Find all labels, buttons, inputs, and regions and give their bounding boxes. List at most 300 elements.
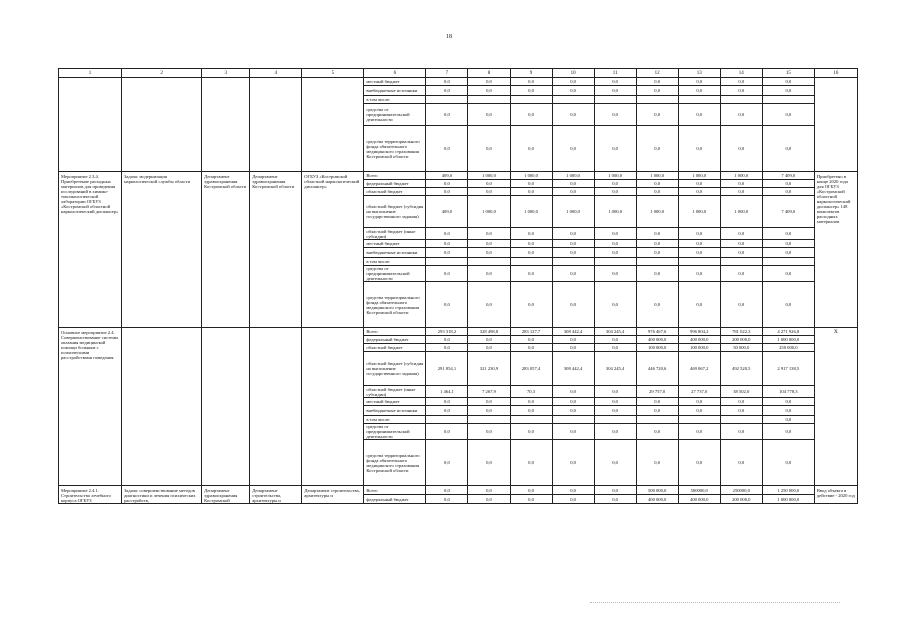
amount-cell: 1 000,0 [468, 196, 510, 228]
amount-cell: 1 000,0 [720, 196, 762, 228]
amount-cell: 0,0 [594, 78, 636, 86]
amount-cell: 0,0 [510, 180, 552, 188]
amount-cell: 0,0 [552, 486, 594, 495]
program-funding-table [58, 68, 858, 504]
funding-source-label: Всего [364, 486, 426, 495]
amount-cell: 0,0 [552, 104, 594, 126]
amount-cell: 469 067,2 [678, 352, 720, 386]
amount-cell: 1 000 000,0 [762, 495, 814, 504]
amount-cell: 0,0 [510, 78, 552, 86]
activity-detail-cell [302, 328, 364, 486]
amount-cell [636, 258, 678, 266]
amount-cell: 0,0 [468, 104, 510, 126]
funding-source-label: средства от предпринимательской деятельности [364, 266, 426, 282]
page-number: 18 [446, 34, 452, 40]
amount-cell: 0,0 [720, 424, 762, 440]
amount-cell: 1 464,1 [426, 386, 468, 398]
amount-cell: 1 000,0 [468, 172, 510, 180]
amount-cell: 0,0 [762, 240, 814, 248]
amount-cell: 0,0 [720, 104, 762, 126]
amount-cell: 0,0 [552, 240, 594, 248]
column-number: 14 [720, 69, 762, 78]
amount-cell: 0,0 [594, 104, 636, 126]
amount-cell: 0,0 [552, 495, 594, 504]
amount-cell: 0,0 [552, 336, 594, 344]
amount-cell: 0,0 [468, 188, 510, 196]
amount-cell [468, 416, 510, 424]
amount-cell [636, 96, 678, 104]
table-row [59, 486, 858, 495]
table-row [59, 78, 858, 86]
amount-cell: 0,0 [636, 266, 678, 282]
funding-source-label: средства от предпринимательской деятельности [364, 424, 426, 440]
activity-detail-cell: Задача: модернизация наркологической службы области [122, 172, 202, 328]
amount-cell: 0,0 [468, 440, 510, 486]
amount-cell [426, 416, 468, 424]
amount-cell: 0,0 [636, 424, 678, 440]
table-row [59, 328, 858, 336]
amount-cell: 1 000,0 [678, 196, 720, 228]
activity-detail-cell: Департамент строительства, архитектуры и [302, 486, 364, 504]
funding-source-label: средства территориального фонда обязательного медицинского страхования Костромской области [364, 126, 426, 172]
amount-cell: 0,0 [552, 228, 594, 240]
amount-cell: 0,0 [426, 495, 468, 504]
amount-cell: 0,0 [720, 240, 762, 248]
amount-cell: 400 000,0 [678, 336, 720, 344]
column-number: 4 [250, 69, 302, 78]
amount-cell: 0,0 [720, 78, 762, 86]
amount-cell: 0,0 [468, 266, 510, 282]
amount-cell: 0,0 [762, 406, 814, 416]
amount-cell: 0,0 [426, 266, 468, 282]
amount-cell: 0,0 [762, 266, 814, 282]
amount-cell: 200 000,0 [720, 336, 762, 344]
amount-cell: 0,0 [468, 336, 510, 344]
amount-cell: 0,0 [468, 180, 510, 188]
amount-cell: 0,0 [468, 282, 510, 328]
amount-cell: 0,0 [552, 248, 594, 258]
amount-cell: 0,0 [720, 266, 762, 282]
amount-cell: 0,0 [426, 104, 468, 126]
amount-cell: 1 000,0 [720, 172, 762, 180]
amount-cell: 38 502,0 [720, 386, 762, 398]
amount-cell [426, 96, 468, 104]
amount-cell: 0,0 [468, 240, 510, 248]
amount-cell: 0,0 [636, 228, 678, 240]
amount-cell: 0,0 [594, 336, 636, 344]
activity-detail-cell [250, 328, 302, 486]
amount-cell [678, 96, 720, 104]
column-number: 2 [122, 69, 202, 78]
amount-cell: 0,0 [426, 248, 468, 258]
amount-cell: 0,0 [594, 180, 636, 188]
amount-cell: 0,0 [594, 188, 636, 196]
funding-source-label: областной бюджет (субсидия на выполнение государственного задания) [364, 352, 426, 386]
amount-cell: 400 000,0 [678, 495, 720, 504]
amount-cell: 0,0 [552, 424, 594, 440]
activity-detail-cell: Департамент здравоохранения Костромской области [202, 172, 250, 328]
column-number: 5 [302, 69, 364, 78]
amount-cell: 500000,0 [678, 486, 720, 495]
amount-cell: 0,0 [510, 344, 552, 352]
amount-cell: 291 854,1 [426, 352, 468, 386]
amount-cell: 7 409,0 [762, 196, 814, 228]
amount-cell [720, 96, 762, 104]
amount-cell: 304 245,4 [594, 328, 636, 336]
amount-cell: 0,0 [468, 424, 510, 440]
funding-source-label: местный бюджет [364, 240, 426, 248]
amount-cell [510, 96, 552, 104]
amount-cell: 0,0 [762, 424, 814, 440]
amount-cell: 0,0 [762, 78, 814, 86]
amount-cell: 0,0 [678, 86, 720, 96]
amount-cell: 0,0 [678, 240, 720, 248]
amount-cell: 250000,0 [720, 486, 762, 495]
funding-source-label: областной бюджет (иные субсидии) [364, 386, 426, 398]
amount-cell: 0,0 [426, 424, 468, 440]
amount-cell: 0,0 [762, 228, 814, 240]
amount-cell [678, 258, 720, 266]
amount-cell: 0,0 [552, 188, 594, 196]
funding-source-label: областной бюджет [364, 188, 426, 196]
amount-cell: 996 804,2 [678, 328, 720, 336]
amount-cell: 100 000,0 [678, 344, 720, 352]
amount-cell: 0,0 [594, 406, 636, 416]
amount-cell: 1 000,0 [510, 196, 552, 228]
activity-name-cell: Мероприятие 2.3.4. Приобретение расходных материалов для проведения исследований в химико-токсикологической лаборатории ОГБУЗ «Костромской областной наркологический диспансер» [59, 172, 122, 328]
amount-cell: 0,0 [594, 86, 636, 96]
amount-cell: 1 000,0 [636, 172, 678, 180]
amount-cell: 0,0 [426, 440, 468, 486]
amount-cell: 0,0 [426, 344, 468, 352]
amount-cell: 0,0 [468, 78, 510, 86]
result-note-cell: Приобретено в конце 2020 года для ОГБУЗ «Костромской областной наркологический диспансер» 148 комплектов расходных материалов [814, 172, 857, 328]
amount-cell: 0,0 [510, 126, 552, 172]
amount-cell: 304 245,4 [594, 352, 636, 386]
amount-cell: 0,0 [468, 495, 510, 504]
amount-cell: 293 318,2 [426, 328, 468, 336]
amount-cell: 1 000,0 [678, 172, 720, 180]
funding-source-label: внебюджетные источники [364, 406, 426, 416]
amount-cell: 0,0 [594, 228, 636, 240]
amount-cell: 0,0 [552, 126, 594, 172]
amount-cell: 0,0 [594, 398, 636, 406]
amount-cell: 0,0 [552, 78, 594, 86]
amount-cell: 0,0 [510, 282, 552, 328]
amount-cell: 0,0 [762, 188, 814, 196]
amount-cell: 0,0 [678, 180, 720, 188]
amount-cell [720, 258, 762, 266]
amount-cell: 0,0 [636, 282, 678, 328]
amount-cell: 0,0 [552, 398, 594, 406]
amount-cell [594, 258, 636, 266]
funding-source-label: в том числе: [364, 416, 426, 424]
funding-source-label: средства территориального фонда обязательного медицинского страхования Костромской области [364, 440, 426, 486]
amount-cell: 0,0 [426, 282, 468, 328]
amount-cell: 0,0 [720, 440, 762, 486]
amount-cell: 0,0 [720, 228, 762, 240]
amount-cell: 0,0 [762, 398, 814, 406]
amount-cell: 0,0 [678, 248, 720, 258]
funding-source-label: федеральный бюджет [364, 336, 426, 344]
amount-cell: 0,0 [762, 282, 814, 328]
amount-cell: 0,0 [552, 266, 594, 282]
amount-cell: 0,0 [552, 344, 594, 352]
amount-cell [762, 258, 814, 266]
amount-cell: 2 917 138,5 [762, 352, 814, 386]
amount-cell: 0,0 [636, 188, 678, 196]
funding-source-label: средства от предпринимательской деятельности [364, 104, 426, 126]
amount-cell: 1 000,0 [552, 172, 594, 180]
column-number: 9 [510, 69, 552, 78]
amount-cell: 0,0 [636, 440, 678, 486]
amount-cell: 0,0 [678, 440, 720, 486]
amount-cell: 308 442,4 [552, 328, 594, 336]
amount-cell: 7 267,9 [468, 386, 510, 398]
column-number: 13 [678, 69, 720, 78]
amount-cell: 283 057,4 [510, 352, 552, 386]
column-number: 10 [552, 69, 594, 78]
amount-cell: 0,0 [510, 398, 552, 406]
amount-cell: 0,0 [510, 86, 552, 96]
amount-cell: 0,0 [426, 126, 468, 172]
amount-cell: 0,0 [720, 398, 762, 406]
funding-source-label: внебюджетные источники [364, 86, 426, 96]
amount-cell: 0,0 [720, 282, 762, 328]
activity-detail-cell: ОГБУЗ «Костромской областной наркологический диспансер» [302, 172, 364, 328]
amount-cell: 0,0 [762, 180, 814, 188]
amount-cell: 0,0 [552, 406, 594, 416]
amount-cell: 0,0 [510, 228, 552, 240]
amount-cell: 0,0 [552, 180, 594, 188]
column-number: 8 [468, 69, 510, 78]
funding-source-label: средства территориального фонда обязательного медицинского страхования Костромской области [364, 282, 426, 328]
amount-cell: 0,0 [510, 188, 552, 196]
amount-cell: 0,0 [510, 495, 552, 504]
amount-cell: 0,0 [510, 266, 552, 282]
amount-cell: 200 000,0 [720, 495, 762, 504]
amount-cell: 0,0 [636, 126, 678, 172]
amount-cell [552, 96, 594, 104]
amount-cell: 0,0 [510, 240, 552, 248]
amount-cell: 0,0 [468, 86, 510, 96]
amount-cell: 0,0 [636, 78, 678, 86]
amount-cell: 0,0 [762, 248, 814, 258]
activity-detail-cell [122, 78, 202, 172]
amount-cell: 0,0 [552, 282, 594, 328]
amount-cell: 0,0 [468, 228, 510, 240]
column-number: 11 [594, 69, 636, 78]
amount-cell: 0,0 [426, 86, 468, 96]
amount-cell: 0,0 [468, 406, 510, 416]
column-number: 3 [202, 69, 250, 78]
amount-cell: 0,0 [426, 228, 468, 240]
table-row [59, 172, 858, 180]
amount-cell: 250 000,0 [762, 344, 814, 352]
amount-cell: 0,0 [426, 240, 468, 248]
funding-source-label: федеральный бюджет [364, 180, 426, 188]
column-number-row [59, 69, 858, 78]
amount-cell: 1 000,0 [594, 172, 636, 180]
amount-cell: 0,0 [678, 188, 720, 196]
amount-cell: 0,0 [510, 104, 552, 126]
amount-cell: 0,0 [510, 424, 552, 440]
amount-cell: 0,0 [552, 440, 594, 486]
amount-cell: 0,0 [594, 126, 636, 172]
amount-cell [720, 416, 762, 424]
amount-cell: 409,0 [426, 196, 468, 228]
result-note-cell: Ввод объекта в действие - 2020 год [814, 486, 857, 504]
amount-cell: 4 271 926,8 [762, 328, 814, 336]
activity-detail-cell [302, 78, 364, 172]
amount-cell: 0,0 [678, 424, 720, 440]
amount-cell: 0,0 [678, 398, 720, 406]
amount-cell: 976 467,6 [636, 328, 678, 336]
amount-cell: 321 230,9 [468, 352, 510, 386]
funding-source-label: федеральный бюджет [364, 495, 426, 504]
result-note-cell [814, 78, 857, 172]
amount-cell: 0,0 [636, 406, 678, 416]
amount-cell: 1 000,0 [636, 196, 678, 228]
amount-cell: 70,3 [510, 386, 552, 398]
activity-detail-cell: Задача: совершенствование методов диагностики и лечения психических расстройств, [122, 486, 202, 504]
scan-artifact [590, 602, 840, 606]
amount-cell: 0,0 [720, 180, 762, 188]
activity-detail-cell [250, 78, 302, 172]
column-number: 15 [762, 69, 814, 78]
amount-cell: 0,0 [720, 406, 762, 416]
amount-cell [552, 416, 594, 424]
amount-cell: 1 250 000,0 [762, 486, 814, 495]
amount-cell: 1 000,0 [594, 196, 636, 228]
amount-cell: 0,0 [636, 248, 678, 258]
amount-cell: 0,0 [636, 104, 678, 126]
amount-cell: 0,0 [678, 78, 720, 86]
amount-cell: 0,0 [636, 86, 678, 96]
amount-cell: 0,0 [678, 126, 720, 172]
amount-cell: 781 022,3 [720, 328, 762, 336]
amount-cell: 0,0 [594, 344, 636, 352]
column-number: 12 [636, 69, 678, 78]
amount-cell [468, 96, 510, 104]
column-number: 16 [814, 69, 857, 78]
amount-cell: 7 409,0 [762, 172, 814, 180]
amount-cell [426, 258, 468, 266]
amount-cell: 0,0 [510, 406, 552, 416]
amount-cell: 283 127,7 [510, 328, 552, 336]
activity-detail-cell: Департамент здравоохранения Костромской [202, 486, 250, 504]
funding-source-label: областной бюджет [364, 344, 426, 352]
amount-cell: 0,0 [426, 406, 468, 416]
amount-cell: 0,0 [426, 180, 468, 188]
amount-cell: 0,0 [468, 248, 510, 258]
amount-cell: 0,0 [468, 486, 510, 495]
amount-cell: 500 000,0 [636, 486, 678, 495]
amount-cell: 0,0 [678, 228, 720, 240]
amount-cell [510, 258, 552, 266]
amount-cell: 0,0 [510, 248, 552, 258]
column-number: 7 [426, 69, 468, 78]
activity-name-cell: Основное мероприятие 2.4. Совершенствование системы оказания медицинской помощи больным с психическими расстройствами поведения [59, 328, 122, 486]
amount-cell: 0,0 [510, 336, 552, 344]
amount-cell: 0,0 [594, 266, 636, 282]
amount-cell: 0,0 [594, 240, 636, 248]
amount-cell: 446 720,6 [636, 352, 678, 386]
amount-cell [594, 96, 636, 104]
amount-cell: 0,0 [636, 398, 678, 406]
amount-cell: 0,0 [636, 180, 678, 188]
amount-cell: 0,0 [468, 344, 510, 352]
amount-cell: 0,0 [762, 416, 814, 424]
amount-cell [762, 96, 814, 104]
amount-cell: 0,0 [552, 86, 594, 96]
activity-detail-cell [202, 78, 250, 172]
amount-cell: 0,0 [510, 440, 552, 486]
amount-cell: 0,0 [762, 104, 814, 126]
funding-source-label: внебюджетные источники [364, 248, 426, 258]
funding-source-label: в том числе: [364, 96, 426, 104]
amount-cell [594, 416, 636, 424]
amount-cell: 0,0 [468, 126, 510, 172]
amount-cell [636, 416, 678, 424]
amount-cell: 0,0 [594, 248, 636, 258]
activity-name-cell: Мероприятие 2.4.1. Строительство лечебного корпуса ОГБУЗ [59, 486, 122, 504]
result-note-cell: X [814, 328, 857, 486]
amount-cell: 0,0 [426, 188, 468, 196]
column-number: 6 [364, 69, 426, 78]
amount-cell: 0,0 [636, 240, 678, 248]
amount-cell: 0,0 [594, 424, 636, 440]
amount-cell: 1 000,0 [510, 172, 552, 180]
amount-cell [552, 258, 594, 266]
activity-name-cell [59, 78, 122, 172]
amount-cell [468, 258, 510, 266]
amount-cell: 0,0 [720, 188, 762, 196]
amount-cell: 1 000 000,0 [762, 336, 814, 344]
activity-detail-cell [122, 328, 202, 486]
amount-cell: 100 000,0 [636, 344, 678, 352]
amount-cell: 492 520,5 [720, 352, 762, 386]
amount-cell: 308 442,4 [552, 352, 594, 386]
amount-cell: 0,0 [510, 486, 552, 495]
funding-source-label: областной бюджет (субсидия на выполнение государственного задания) [364, 196, 426, 228]
amount-cell: 0,0 [762, 126, 814, 172]
activity-detail-cell: Департамент строительства, архитектуры и [250, 486, 302, 504]
amount-cell: 27 737,0 [678, 386, 720, 398]
activity-detail-cell: Департамент здравоохранения Костромской области [250, 172, 302, 328]
amount-cell: 400 000,0 [636, 336, 678, 344]
amount-cell: 0,0 [426, 336, 468, 344]
amount-cell: 0,0 [594, 495, 636, 504]
amount-cell [678, 416, 720, 424]
activity-detail-cell [202, 328, 250, 486]
amount-cell: 0,0 [426, 486, 468, 495]
amount-cell: 1 000,0 [552, 196, 594, 228]
column-number: 1 [59, 69, 122, 78]
amount-cell: 0,0 [426, 398, 468, 406]
funding-source-label: местный бюджет [364, 78, 426, 86]
amount-cell: 0,0 [678, 104, 720, 126]
amount-cell: 0,0 [678, 282, 720, 328]
funding-source-label: Всего [364, 328, 426, 336]
amount-cell: 328 498,8 [468, 328, 510, 336]
amount-cell: 0,0 [720, 126, 762, 172]
funding-source-label: в том числе: [364, 258, 426, 266]
funding-source-label: Всего [364, 172, 426, 180]
amount-cell: 0,0 [762, 86, 814, 96]
amount-cell: 104 778,3 [762, 386, 814, 398]
funding-source-label: областной бюджет (иные субсидии) [364, 228, 426, 240]
